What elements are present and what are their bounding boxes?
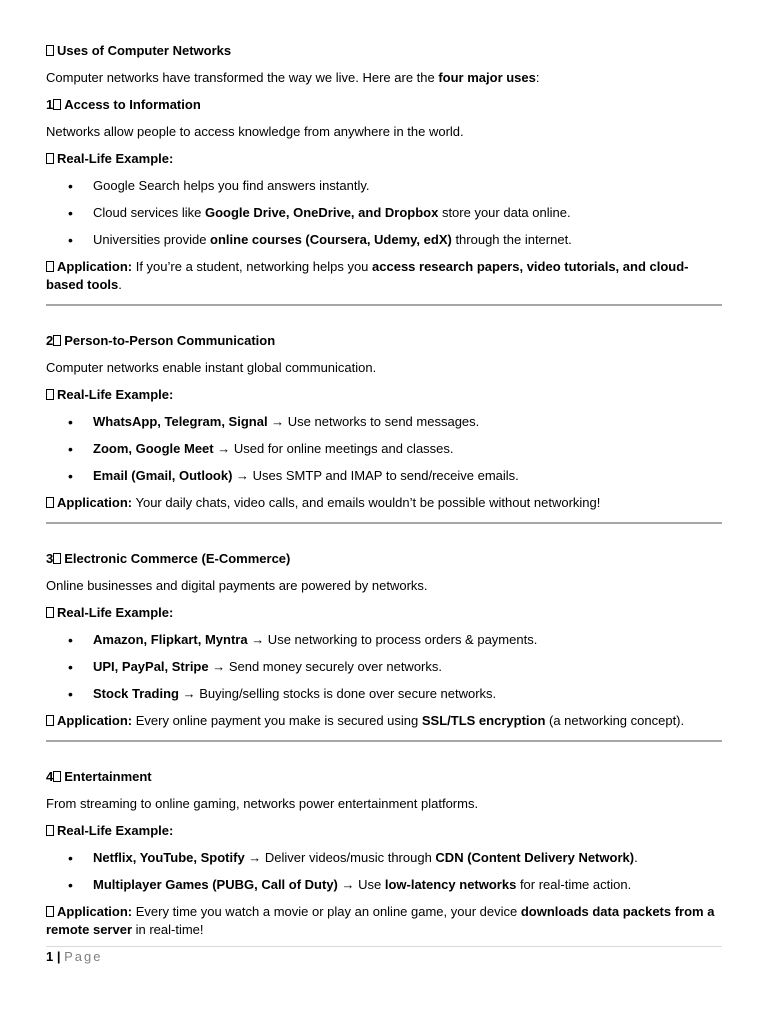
document-title: Uses of Computer Networks [46,42,722,60]
application-paragraph [46,712,722,730]
bold-text-run: Amazon, Flipkart, Myntra [93,632,248,647]
missing-glyph-icon [46,825,54,836]
real-life-example-label [46,822,722,840]
example-list [46,413,722,485]
list-item [46,413,722,431]
bold-text-run: Zoom, Google Meet [93,441,214,456]
page-number: 1 [46,949,54,964]
footer-separator: | [56,949,61,964]
real-life-label-text: Real-Life Example: [57,823,174,838]
bold-text-run: online courses (Coursera, Udemy, edX) [210,232,452,247]
list-item [46,204,722,222]
text-run: Your daily chats, video calls, and emails wouldn’t be possible without networking! [132,495,601,510]
missing-glyph-icon [53,771,61,782]
real-life-label-text: Real-Life Example: [57,151,174,166]
text-run: Google Search helps you find answers instantly. [93,178,370,193]
text-run: → Use networks to send messages. [267,414,480,429]
page-label: Page [64,949,103,964]
bold-text-run: Email (Gmail, Outlook) [93,468,233,483]
section-heading-text: Person-to-Person Communication [64,333,276,348]
missing-glyph-icon [53,335,61,346]
section-description: Networks allow people to access knowledge from anywhere in the world. [46,124,464,139]
text-run: Every time you watch a movie or play an online game, your device [132,904,521,919]
section-description: From streaming to online gaming, networks power entertainment platforms. [46,796,479,811]
text-run: → Used for online meetings and classes. [213,441,454,456]
list-item [46,631,722,649]
text-run: → Deliver videos/music through [244,850,436,865]
section-number: 2 [46,333,54,348]
text-run: Cloud services like [93,205,205,220]
section-heading [46,550,722,568]
section-heading-text: Access to Information [64,97,201,112]
bold-text-run: UPI, PayPal, Stripe [93,659,209,674]
section-heading-text: Electronic Commerce (E-Commerce) [64,551,291,566]
missing-glyph-icon [46,607,54,618]
text-run: . [118,277,122,292]
text-run: → Use [337,877,385,892]
section [46,96,722,306]
list-item [46,177,722,195]
bold-text-run: low-latency networks [384,877,517,892]
list-item [46,658,722,676]
real-life-label-text: Real-Life Example: [57,387,174,402]
real-life-label-text: Real-Life Example: [57,605,174,620]
section-number: 4 [46,769,54,784]
application-paragraph [46,903,722,939]
missing-glyph-icon [46,389,54,400]
bold-text-run: Google Drive, OneDrive, and Dropbox [205,205,439,220]
sections-container [46,96,722,939]
document-content [46,42,722,948]
real-life-example-label [46,150,722,168]
section-divider [46,740,722,742]
text-run: Every online payment you make is secured using [132,713,422,728]
section-heading-text: Entertainment [64,769,152,784]
missing-glyph-icon [53,99,61,110]
example-list [46,849,722,894]
section-number: 3 [46,551,54,566]
real-life-example-label [46,604,722,622]
real-life-example-label [46,386,722,404]
text-run: through the internet. [451,232,572,247]
section-description: Computer networks enable instant global communication. [46,360,377,375]
list-item [46,685,722,703]
missing-glyph-icon [46,497,54,508]
text-run: (a networking concept). [545,713,685,728]
text-run: for real-time action. [516,877,632,892]
text-run: store your data online. [438,205,571,220]
section-heading [46,332,722,350]
intro-paragraph: Computer networks have transformed the way we live. Here are the four major uses: [46,70,540,85]
bold-text-run: Netflix, YouTube, Spotify [93,850,245,865]
example-list [46,631,722,703]
application-label: Application: [57,495,133,510]
section-heading [46,96,722,114]
application-paragraph [46,494,722,512]
bold-text-run: Multiplayer Games (PUBG, Call of Duty) [93,877,338,892]
list-item [46,440,722,458]
text-run: → Use networking to process orders & payments. [247,632,538,647]
section [46,332,722,524]
page-footer [46,946,722,965]
list-item [46,849,722,867]
bold-text-run: downloads data packets from a remote server [46,904,715,937]
missing-glyph-icon [46,906,54,917]
section-divider [46,304,722,306]
section-heading [46,768,722,786]
list-item [46,467,722,485]
application-label: Application: [57,904,133,919]
bold-text-run: SSL/TLS encryption [421,713,546,728]
text-run: → Buying/selling stocks is done over secure networks. [178,686,497,701]
list-item [46,876,722,894]
missing-glyph-icon [46,153,54,164]
text-run: in real-time! [132,922,204,937]
missing-glyph-icon [53,553,61,564]
text-run: → Uses SMTP and IMAP to send/receive emails. [232,468,519,483]
bold-text-run: access research papers, video tutorials, and cloud-based tools [46,259,689,292]
text-run: → Send money securely over networks. [208,659,442,674]
example-list [46,177,722,249]
list-item [46,231,722,249]
section-description: Online businesses and digital payments are powered by networks. [46,578,428,593]
bold-text-run: Stock Trading [93,686,179,701]
bold-text-run: WhatsApp, Telegram, Signal [93,414,268,429]
application-label: Application: [57,713,133,728]
section-divider [46,522,722,524]
text-run: Universities provide [93,232,211,247]
missing-glyph-icon [46,261,54,272]
section [46,768,722,939]
text-run: . [634,850,638,865]
section-number: 1 [46,97,54,112]
missing-glyph-icon [46,45,54,56]
application-label: Application: [57,259,133,274]
section [46,550,722,742]
text-run: If you’re a student, networking helps you [132,259,373,274]
application-paragraph [46,258,722,294]
missing-glyph-icon [46,715,54,726]
bold-text-run: CDN (Content Delivery Network) [435,850,635,865]
